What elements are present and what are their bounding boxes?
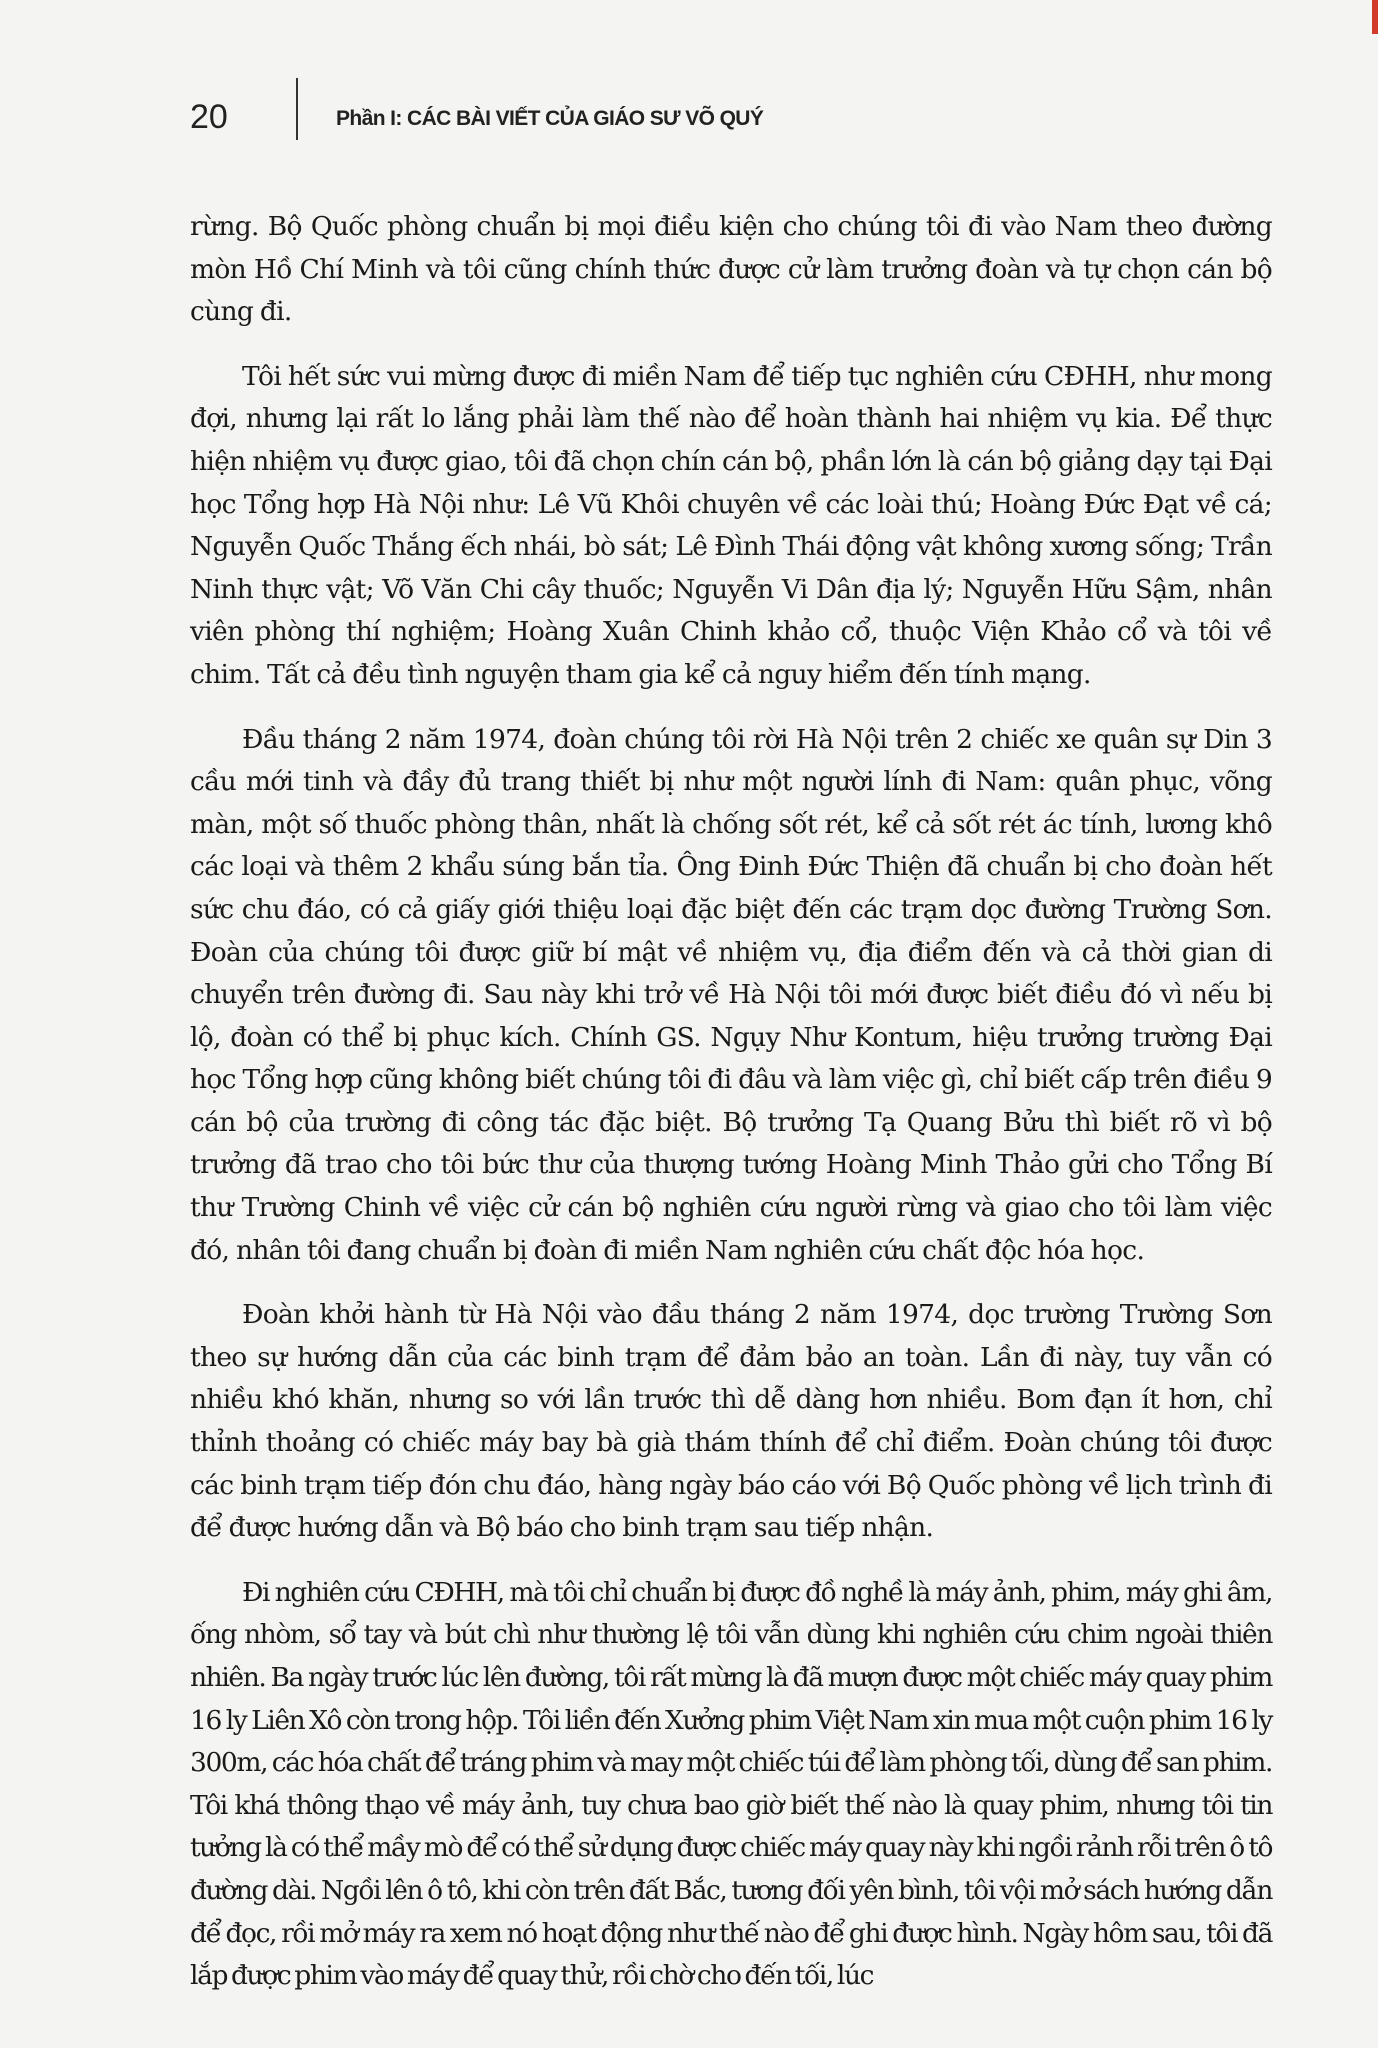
paragraph: Đoàn khởi hành từ Hà Nội vào đầu tháng 2 năm 1974, dọc trường Trường Sơn theo sự hướng dẫn của các binh trạm để đảm bảo an toàn. Lần đi này, tuy vẫn có nhiều khó khăn, nhưng so với lần trước thì dễ dàng hơn nhiều. Bom đạn ít hơn, chỉ thỉnh thoảng có chiếc máy bay bà già thám thính để chỉ điểm. Đoàn chúng tôi được các binh trạm tiếp đón chu đáo, hàng ngày báo cáo với Bộ Quốc phòng về lịch trình đi để được hướng dẫn và Bộ báo cho binh trạm sau tiếp nhận. (190, 1299, 1272, 1544)
page-number: 20 (190, 98, 228, 136)
body-text (190, 206, 1272, 2020)
paragraph: Đầu tháng 2 năm 1974, đoàn chúng tôi rời Hà Nội trên 2 chiếc xe quân sự Din 3 cầu mới tinh và đầy đủ trang thiết bị như một người lính đi Nam: quân phục, võng màn, một số thuốc phòng thân, nhất là chống sốt rét, kể cả sốt rét ác tính, lương khô các loại và thêm 2 khẩu súng bắn tỉa. Ông Đinh Đức Thiện đã chuẩn bị cho đoàn hết sức chu đáo, có cả giấy giới thiệu loại đặc biệt đến các trạm dọc đường Trường Sơn. Đoàn của chúng tôi được giữ bí mật về nhiệm vụ, địa điểm đến và cả thời gian di chuyển trên đường đi. Sau này khi trở về Hà Nội tôi mới được biết điều đó vì nếu bị lộ, đoàn có thể bị phục kích. Chính GS. Ngụy Như Kontum, hiệu trưởng trường Đại học Tổng hợp cũng không biết chúng tôi đi đâu và làm việc gì, chỉ biết cấp trên điều 9 cán bộ của trường đi công tác đặc biệt. Bộ trưởng Tạ Quang Bửu thì biết rõ vì bộ trưởng đã trao cho tôi bức thư của thượng tướng Hoàng Minh Thảo gửi cho Tổng Bí thư Trường Chinh về việc cử cán bộ nghiên cứu người rừng và giao cho tôi làm việc đó, nhân tôi đang chuẩn bị đoàn đi miền Nam nghiên cứu chất độc hóa học. (190, 723, 1272, 1266)
paragraph: rừng. Bộ Quốc phòng chuẩn bị mọi điều kiện cho chúng tôi đi vào Nam theo đường mòn Hồ Chí Minh và tôi cũng chính thức được cử làm trưởng đoàn và tự chọn cán bộ cùng đi. (190, 211, 1272, 328)
running-title: Phần I: CÁC BÀI VIẾT CỦA GIÁO SƯ VÕ QUÝ (336, 107, 764, 130)
header-divider (296, 78, 298, 140)
page-header (190, 78, 1190, 138)
paragraph: Đi nghiên cứu CĐHH, mà tôi chỉ chuẩn bị được đồ nghề là máy ảnh, phim, máy ghi âm, ống nhòm, sổ tay và bút chì như thường lệ tôi vẫn dùng khi nghiên cứu chim ngoài thiên nhiên. Ba ngày trước lúc lên đường, tôi rất mừng là đã mượn được một chiếc máy quay phim 16 ly Liên Xô còn trong hộp. Tôi liền đến Xưởng phim Việt Nam xin mua một cuộn phim 16 ly 300m, các hóa chất để tráng phim và may một chiếc túi để làm phòng tối, dùng để san phim. Tôi khá thông thạo về máy ảnh, tuy chưa bao giờ biết thế nào là quay phim, nhưng tôi tin tưởng là có thể mầy mò để có thể sử dụng được chiếc máy quay này khi ngồi rảnh rỗi trên ô tô đường dài. Ngồi lên ô tô, khi còn trên đất Bắc, tương đối yên bình, tôi vội mở sách hướng dẫn để đọc, rồi mở máy ra xem nó hoạt động như thế nào để ghi được hình. Ngày hôm sau, tôi đã lắp được phim vào máy để quay thử, rồi chờ cho đến tối, lúc (190, 1576, 1272, 1992)
paragraph: Tôi hết sức vui mừng được đi miền Nam để tiếp tục nghiên cứu CĐHH, như mong đợi, nhưng lại rất lo lắng phải làm thế nào để hoàn thành hai nhiệm vụ kia. Để thực hiện nhiệm vụ được giao, tôi đã chọn chín cán bộ, phần lớn là cán bộ giảng dạy tại Đại học Tổng hợp Hà Nội như: Lê Vũ Khôi chuyên về các loài thú; Hoàng Đức Đạt về cá; Nguyễn Quốc Thắng ếch nhái, bò sát; Lê Đình Thái động vật không xương sống; Trần Ninh thực vật; Võ Văn Chi cây thuốc; Nguyễn Vi Dân địa lý; Nguyễn Hữu Sậm, nhân viên phòng thí nghiệm; Hoàng Xuân Chinh khảo cổ, thuộc Viện Khảo cổ và tôi về chim. Tất cả đều tình nguyện tham gia kể cả nguy hiểm đến tính mạng. (190, 360, 1272, 690)
page-edge-mark (1372, 0, 1378, 34)
